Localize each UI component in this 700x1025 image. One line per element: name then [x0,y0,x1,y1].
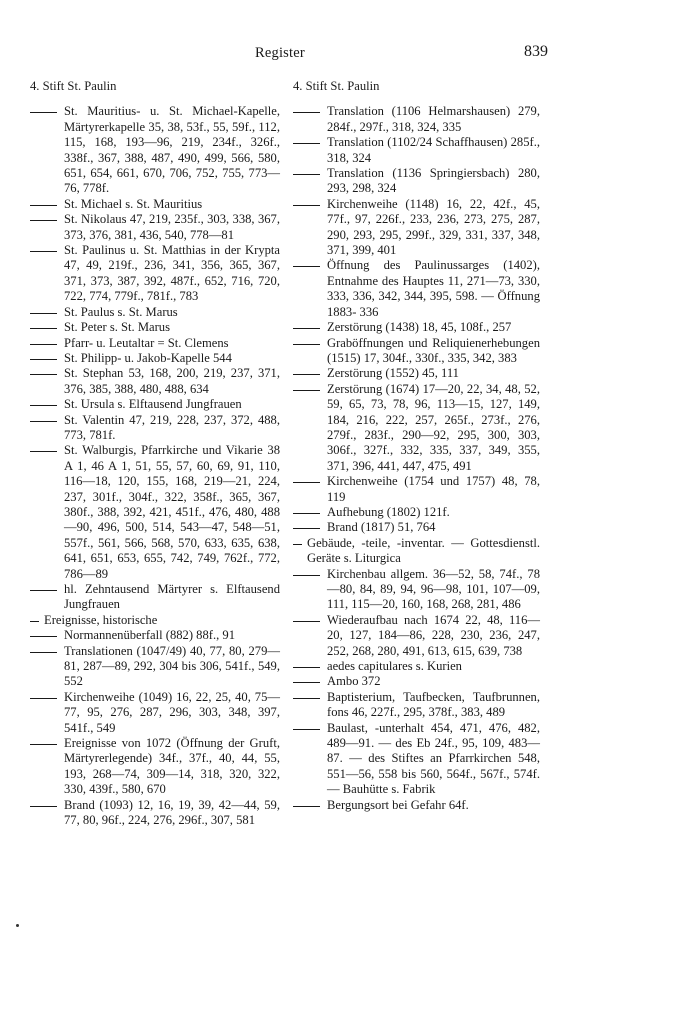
index-entry: Baptisterium, Taufbecken, Taufbrunnen, fons 46, 227f., 295, 378f., 383, 489 [293,690,540,721]
running-title: Register [255,45,305,61]
index-entry: St. Philipp- u. Jakob-Kapelle 544 [30,351,280,366]
index-entry: Brand (1817) 51, 764 [293,520,540,535]
index-entry: St. Nikolaus 47, 219, 235f., 303, 338, 367, 373, 376, 381, 436, 540, 778—81 [30,212,280,243]
index-entry: Baulast, -unterhalt 454, 471, 476, 482, 489—91. — des Eb 24f., 95, 109, 483—87. — des Stiftes an Pfarrkirchen 548, 551—56, 558 bis 560, 564f., 567f., 574f. — Bauhütte s. Fabrik [293,721,540,798]
index-entry: St. Mauritius- u. St. Michael-Kapelle, Märtyrerkapelle 35, 38, 53f., 55, 59f., 112, 115, 168, 193—96, 219, 234f., 326f., 338f., 367, 388, 487, 490, 499, 566, 580, 651, 654, 661, 670, 706, 752, 755, 773—76, 778f. [30,104,280,196]
index-entry: Zerstörung (1438) 18, 45, 108f., 257 [293,320,540,335]
left-column [30,79,280,829]
index-entry: Graböffnungen und Reliquienerhebungen (1515) 17, 304f., 330f., 335, 342, 383 [293,336,540,367]
column-heading: 4. Stift St. Paulin [30,79,117,93]
index-entry: Translation (1136 Springiersbach) 280, 293, 298, 324 [293,166,540,197]
index-entry: Kirchenweihe (1148) 16, 22, 42f., 45, 77f., 97, 226f., 233, 236, 273, 275, 287, 290, 293, 295, 299f., 329, 331, 337, 348, 371, 399, 401 [293,197,540,259]
index-entry: St. Paulus s. St. Marus [30,305,280,320]
index-entry: Wiederaufbau nach 1674 22, 48, 116—20, 127, 184—86, 228, 230, 236, 247, 252, 268, 280, 491, 613, 615, 639, 738 [293,613,540,659]
index-entry: Öffnung des Paulinussarges (1402), Entnahme des Hauptes 11, 271—73, 330, 333, 336, 342, 344, 395, 598. — Öffnung 1883- 336 [293,258,540,320]
index-entry: hl. Zehntausend Märtyrer s. Elftausend Jungfrauen [30,582,280,613]
index-entry: Kirchenbau allgem. 36—52, 58, 74f., 78—80, 84, 89, 94, 96—98, 101, 107—09, 111, 115—20, 160, 168, 268, 281, 486 [293,567,540,613]
index-entry: Translationen (1047/49) 40, 77, 80, 279—81, 287—89, 292, 304 bis 306, 541f., 549, 552 [30,644,280,690]
right-column [293,79,540,813]
index-entry: Brand (1093) 12, 16, 19, 39, 42—44, 59, 77, 80, 96f., 224, 276, 296f., 307, 581 [30,798,280,829]
index-entry: Zerstörung (1674) 17—20, 22, 34, 48, 52, 59, 65, 73, 78, 96, 113—15, 127, 149, 184, 216, 222, 257, 265f., 273f., 276, 279f., 283f., 290—92, 295, 300, 303, 306f., 327f., 332, 335, 337, 349, 355, 371, 396, 441, 447, 475, 491 [293,382,540,474]
index-entry: Zerstörung (1552) 45, 111 [293,366,540,381]
index-entry: aedes capitulares s. Kurien [293,659,540,674]
index-entry: Translation (1106 Helmarshausen) 279, 284f., 297f., 318, 324, 335 [293,104,540,135]
page-header [0,45,700,67]
index-entry: St. Walburgis, Pfarrkirche und Vikarie 38 A 1, 46 A 1, 51, 55, 57, 60, 69, 91, 110, 116—18, 120, 155, 168, 219—21, 224, 237, 301f., 304f., 322, 358f., 365, 367, 380f., 388, 392, 421, 451f., 476, 480, 488—90, 496, 500, 514, 543—47, 548—51, 557f., 561, 566, 568, 570, 633, 635, 638, 641, 651, 653, 655, 742, 749, 762f., 772, 786—89 [30,443,280,582]
index-entry: Kirchenweihe (1754 und 1757) 48, 78, 119 [293,474,540,505]
index-entry: St. Ursula s. Elftausend Jungfrauen [30,397,280,412]
ink-speck [16,924,19,927]
index-entry: Ambo 372 [293,674,540,689]
index-entry: St. Valentin 47, 219, 228, 237, 372, 488, 773, 781f. [30,413,280,444]
index-section-heading: Gebäude, -teile, -inventar. — Gottesdienstl. Geräte s. Liturgica [293,536,540,567]
index-entry: St. Michael s. St. Mauritius [30,197,280,212]
page-number: 839 [524,43,548,60]
index-entry: Ereignisse von 1072 (Öffnung der Gruft, Märtyrerlegende) 34f., 37f., 40, 44, 55, 193, 268—74, 309—14, 318, 320, 322, 330, 439f., 580, 670 [30,736,280,798]
index-entry: Pfarr- u. Leutaltar = St. Clemens [30,336,280,351]
index-entry: Kirchenweihe (1049) 16, 22, 25, 40, 75—77, 95, 276, 287, 296, 303, 348, 397, 541f., 549 [30,690,280,736]
index-entry: St. Peter s. St. Marus [30,320,280,335]
index-entry: Aufhebung (1802) 121f. [293,505,540,520]
index-entry: St. Paulinus u. St. Matthias in der Krypta 47, 49, 219f., 236, 341, 356, 365, 367, 371, 373, 387, 392, 487f., 652, 716, 720, 722, 774, 779f., 781f., 783 [30,243,280,305]
index-entry: Bergungsort bei Gefahr 64f. [293,798,540,813]
index-entry: St. Stephan 53, 168, 200, 219, 237, 371, 376, 385, 388, 480, 488, 634 [30,366,280,397]
index-section-heading: Ereignisse, historische [30,613,280,628]
column-heading: 4. Stift St. Paulin [293,79,380,93]
index-entry: Normannenüberfall (882) 88f., 91 [30,628,280,643]
index-entry: Translation (1102/24 Schaffhausen) 285f., 318, 324 [293,135,540,166]
